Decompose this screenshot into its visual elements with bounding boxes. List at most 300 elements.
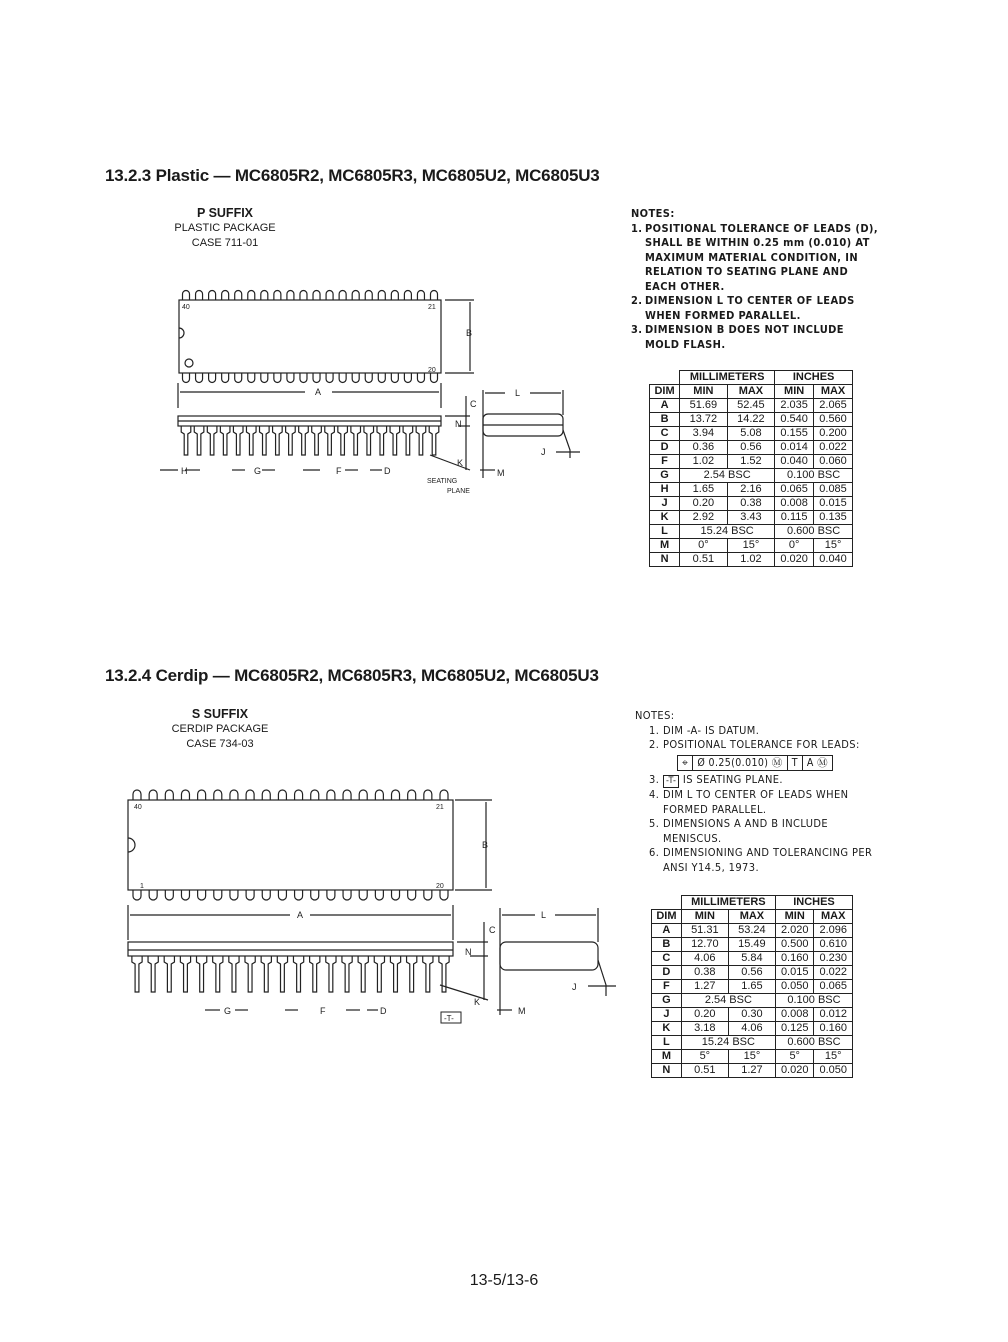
- package-pin: [343, 890, 351, 900]
- table-row: [650, 539, 853, 553]
- value-cell: 0.008: [775, 1008, 814, 1022]
- package-pin: [222, 291, 229, 301]
- side-pin: [325, 426, 335, 455]
- cerdip-top-pins: [133, 790, 448, 800]
- table-row: [652, 1022, 853, 1036]
- side-pin: [164, 956, 174, 992]
- value-cell: 3.94: [680, 427, 728, 441]
- dim-label-g: G: [254, 466, 262, 476]
- value-cell: 0.020: [775, 1064, 814, 1078]
- package-pin: [352, 291, 359, 301]
- value-cell: 0.36: [680, 441, 728, 455]
- package-pin: [165, 790, 173, 800]
- side-pin: [148, 956, 158, 992]
- value-cell: 0.015: [814, 497, 853, 511]
- package-pin: [326, 291, 333, 301]
- value-cell: 53.24: [728, 924, 775, 938]
- note-item: 2. POSITIONAL TOLERANCE FOR LEADS:: [649, 738, 860, 751]
- value-cell: 0°: [680, 539, 728, 553]
- col-header: MAX: [814, 385, 853, 399]
- value-cell: 0.20: [680, 497, 728, 511]
- value-cell: 3.18: [681, 1022, 728, 1036]
- dim-label-m: M: [497, 468, 505, 478]
- table-row: [652, 1036, 853, 1050]
- table-row: [652, 938, 853, 952]
- value-cell: 0.012: [814, 1008, 853, 1022]
- dim-cell: B: [650, 413, 680, 427]
- side-pin: [233, 426, 243, 455]
- side-pin: [416, 426, 426, 455]
- tolerance-frame-row: [635, 753, 885, 774]
- value-cell: 3.43: [727, 511, 775, 525]
- side-pin: [246, 426, 256, 455]
- value-cell: 0.085: [814, 483, 853, 497]
- package-pin: [262, 890, 270, 900]
- package-pin: [230, 790, 238, 800]
- note-item: 4. DIM L TO CENTER OF LEADS WHEN FORMED PARALLEL.: [649, 788, 849, 816]
- table-row: [650, 427, 853, 441]
- value-cell: 0.050: [814, 1064, 853, 1078]
- package-pin: [339, 291, 346, 301]
- side-pin: [132, 956, 142, 992]
- package-pin: [359, 790, 367, 800]
- note-item: 1. DIM -A- IS DATUM.: [649, 723, 760, 737]
- table-row: [650, 553, 853, 567]
- cerdip-dim-label-l: L: [541, 910, 547, 920]
- datum-t: T: [788, 756, 803, 771]
- package-pin: [404, 373, 411, 383]
- package-pin: [181, 890, 189, 900]
- package-pin: [343, 790, 351, 800]
- value-cell: 2.54 BSC: [681, 994, 775, 1008]
- package-pin: [327, 790, 335, 800]
- group-header-in: INCHES: [775, 371, 853, 385]
- value-cell: 0.610: [814, 938, 853, 952]
- dim-cell: G: [652, 994, 682, 1008]
- group-header-in: INCHES: [775, 896, 852, 910]
- package-pin: [378, 291, 385, 301]
- side-pin: [403, 426, 413, 455]
- package-pin: [274, 291, 281, 301]
- package-pin: [214, 790, 222, 800]
- value-cell: 0.022: [814, 966, 853, 980]
- package-pin: [408, 790, 416, 800]
- dim-label-a: A: [315, 387, 322, 397]
- dim-cell: M: [650, 539, 680, 553]
- table-row: [650, 413, 853, 427]
- side-pin: [342, 956, 352, 992]
- cerdip-dim-label-g: G: [224, 1006, 232, 1016]
- value-cell: 2.54 BSC: [680, 469, 775, 483]
- value-cell: 4.06: [728, 1022, 775, 1036]
- dim-cell: K: [650, 511, 680, 525]
- table-row: [650, 525, 853, 539]
- package-pin: [246, 790, 254, 800]
- dim-cell: F: [650, 455, 680, 469]
- cerdip-side-pins: [132, 956, 449, 992]
- dim-cell: M: [652, 1050, 682, 1064]
- value-cell: 0.100 BSC: [775, 994, 852, 1008]
- value-cell: 0.022: [814, 441, 853, 455]
- suffix-label: P SUFFIX: [196, 206, 254, 220]
- value-cell: 0.065: [775, 483, 814, 497]
- package-pin: [365, 291, 372, 301]
- package-pin: [311, 790, 319, 800]
- side-pin: [261, 956, 271, 992]
- col-header: MIN: [775, 385, 814, 399]
- side-pin: [374, 956, 384, 992]
- plastic-bottom-pins: [183, 373, 438, 383]
- cerdip-bottom-pins: [133, 890, 448, 900]
- dim-label-b: B: [466, 328, 473, 338]
- package-pin: [287, 291, 294, 301]
- value-cell: 0.135: [814, 511, 853, 525]
- package-type: CERDIP PACKAGE: [171, 723, 269, 735]
- cerdip-dim-label-b: B: [482, 840, 489, 850]
- value-cell: 15.24 BSC: [681, 1036, 775, 1050]
- package-pin: [209, 373, 216, 383]
- cerdip-pin-label-20: 20: [436, 883, 444, 890]
- value-cell: 0.20: [681, 1008, 728, 1022]
- plastic-notch: [179, 328, 184, 338]
- package-pin: [375, 790, 383, 800]
- side-pin: [423, 956, 433, 992]
- value-cell: 0.040: [775, 455, 814, 469]
- package-pin: [365, 373, 372, 383]
- side-pin: [207, 426, 217, 455]
- cerdip-dim-label-k: K: [474, 997, 481, 1007]
- package-pin: [392, 790, 400, 800]
- package-pin: [278, 790, 286, 800]
- side-pin: [229, 956, 239, 992]
- table-row: [650, 469, 853, 483]
- value-cell: 2.16: [727, 483, 775, 497]
- package-pin: [287, 373, 294, 383]
- dim-label-j: J: [541, 447, 546, 457]
- value-cell: 1.52: [727, 455, 775, 469]
- side-pin: [390, 956, 400, 992]
- value-cell: 0.060: [814, 455, 853, 469]
- col-header: MIN: [775, 910, 814, 924]
- value-cell: 0.115: [775, 511, 814, 525]
- cerdip-dim-label-d: D: [380, 1006, 387, 1016]
- value-cell: 1.65: [680, 483, 728, 497]
- table-row: [650, 455, 853, 469]
- value-cell: 4.06: [681, 952, 728, 966]
- cerdip-end-view: [497, 908, 616, 1015]
- value-cell: 5.08: [727, 427, 775, 441]
- dim-label-n: N: [455, 419, 462, 429]
- package-pin: [327, 890, 335, 900]
- package-label-cerdip: [160, 707, 280, 752]
- value-cell: 5°: [775, 1050, 814, 1064]
- position-symbol: ⌖: [678, 756, 693, 771]
- value-cell: 1.27: [681, 980, 728, 994]
- dim-cell: A: [650, 399, 680, 413]
- side-pin: [194, 426, 204, 455]
- side-pin: [326, 956, 336, 992]
- table-row: [652, 980, 853, 994]
- value-cell: 0.600 BSC: [775, 525, 853, 539]
- value-cell: 12.70: [681, 938, 728, 952]
- package-pin: [222, 373, 229, 383]
- dim-cell: N: [650, 553, 680, 567]
- value-cell: 0.540: [775, 413, 814, 427]
- value-cell: 15.49: [728, 938, 775, 952]
- notes-plastic: [631, 207, 881, 352]
- package-pin: [198, 790, 206, 800]
- col-header: MAX: [727, 385, 775, 399]
- value-cell: 0.015: [775, 966, 814, 980]
- col-header: MIN: [680, 385, 728, 399]
- dim-label-c: C: [470, 399, 477, 409]
- side-pin: [312, 426, 322, 455]
- value-cell: 0.125: [775, 1022, 814, 1036]
- value-cell: 0.008: [775, 497, 814, 511]
- plastic-side-pins: [181, 426, 439, 455]
- package-pin: [149, 890, 157, 900]
- value-cell: 0.56: [728, 966, 775, 980]
- datum-a: A Ⓜ: [806, 756, 829, 769]
- table-row: [652, 1064, 853, 1078]
- dim-label-l: L: [515, 388, 521, 398]
- dim-cell: H: [650, 483, 680, 497]
- package-pin: [326, 373, 333, 383]
- package-pin: [196, 373, 203, 383]
- dim-cell: N: [652, 1064, 682, 1078]
- pin1-marker: [185, 359, 193, 367]
- table-row: [652, 924, 853, 938]
- package-pin: [295, 890, 303, 900]
- table-row: [650, 483, 853, 497]
- side-pin: [429, 426, 439, 455]
- package-pin: [408, 890, 416, 900]
- package-pin: [133, 890, 141, 900]
- package-pin: [261, 291, 268, 301]
- col-header: MAX: [728, 910, 775, 924]
- package-pin: [404, 291, 411, 301]
- value-cell: 15°: [728, 1050, 775, 1064]
- side-pin: [338, 426, 348, 455]
- value-cell: 51.31: [681, 924, 728, 938]
- side-pin: [293, 956, 303, 992]
- cerdip-body-outline: [128, 800, 453, 890]
- plastic-top-pins: [183, 291, 438, 301]
- package-pin: [214, 890, 222, 900]
- value-cell: 0.56: [727, 441, 775, 455]
- table-row: [650, 497, 853, 511]
- value-cell: 0.020: [775, 553, 814, 567]
- cerdip-dim-label-c: C: [489, 925, 496, 935]
- package-pin: [278, 890, 286, 900]
- package-pin: [209, 291, 216, 301]
- cerdip-pin-label-40: 40: [134, 804, 142, 811]
- value-cell: 0.040: [814, 553, 853, 567]
- seating-datum-label: -T-: [444, 1014, 454, 1023]
- table-row: [650, 441, 853, 455]
- package-pin: [431, 291, 438, 301]
- package-pin: [133, 790, 141, 800]
- col-header: DIM: [652, 910, 682, 924]
- value-cell: 0.160: [814, 1022, 853, 1036]
- side-pin: [197, 956, 207, 992]
- package-pin: [300, 291, 307, 301]
- col-header: DIM: [650, 385, 680, 399]
- dim-cell: K: [652, 1022, 682, 1036]
- value-cell: 15°: [814, 539, 853, 553]
- table-row: [650, 399, 853, 413]
- package-pin: [359, 890, 367, 900]
- value-cell: 15.24 BSC: [680, 525, 775, 539]
- package-pin: [313, 373, 320, 383]
- group-header-mm: MILLIMETERS: [680, 371, 775, 385]
- dim-label-d: D: [384, 466, 391, 476]
- dimension-table-plastic: [649, 370, 853, 567]
- value-cell: 1.02: [727, 553, 775, 567]
- dim-cell: D: [652, 966, 682, 980]
- package-pin: [378, 373, 385, 383]
- dim-cell: J: [652, 1008, 682, 1022]
- pin-label-21: 21: [428, 304, 436, 311]
- value-cell: 52.45: [727, 399, 775, 413]
- side-pin: [407, 956, 417, 992]
- value-cell: 2.096: [814, 924, 853, 938]
- note-item: 1. POSITIONAL TOLERANCE OF LEADS (D), SHALL BE WITHIN 0.25 mm (0.010) AT MAXIMUM MATERIAL CONDITION, IN RELATION TO SEATING PLANE AND EACH OTHER.: [631, 221, 879, 293]
- table-row: [652, 966, 853, 980]
- value-cell: 0.050: [775, 980, 814, 994]
- side-pin: [364, 426, 374, 455]
- value-cell: 1.65: [728, 980, 775, 994]
- package-pin: [246, 890, 254, 900]
- side-pin: [390, 426, 400, 455]
- value-cell: 0.200: [814, 427, 853, 441]
- value-cell: 14.22: [727, 413, 775, 427]
- value-cell: 15°: [814, 1050, 853, 1064]
- side-pin: [213, 956, 223, 992]
- dim-cell: A: [652, 924, 682, 938]
- value-cell: 0.160: [775, 952, 814, 966]
- side-pin: [377, 426, 387, 455]
- dim-cell: G: [650, 469, 680, 483]
- value-cell: 0.51: [680, 553, 728, 567]
- tolerance-value: Ø 0.25(0.010) Ⓜ: [693, 756, 787, 771]
- group-header-mm: MILLIMETERS: [681, 896, 775, 910]
- value-cell: 15°: [727, 539, 775, 553]
- value-cell: 0.51: [681, 1064, 728, 1078]
- cerdip-pin-label-1: 1: [140, 883, 144, 890]
- side-pin: [286, 426, 296, 455]
- plastic-body-outline: [179, 300, 441, 373]
- package-pin: [352, 373, 359, 383]
- dim-cell: C: [652, 952, 682, 966]
- package-pin: [274, 373, 281, 383]
- plane-text: PLANE: [447, 488, 470, 495]
- notes-title: NOTES:: [635, 709, 675, 722]
- note-item: 2. DIMENSION L TO CENTER OF LEADS WHEN FORMED PARALLEL.: [631, 294, 855, 322]
- value-cell: 0.155: [775, 427, 814, 441]
- value-cell: 0°: [775, 539, 814, 553]
- side-pin: [245, 956, 255, 992]
- package-pin: [181, 790, 189, 800]
- dim-label-f: F: [336, 466, 342, 476]
- note-item: 3. -T- IS SEATING PLANE.: [649, 773, 783, 786]
- dim-cell: F: [652, 980, 682, 994]
- side-pin: [277, 956, 287, 992]
- value-cell: 2.035: [775, 399, 814, 413]
- package-pin: [375, 890, 383, 900]
- package-pin: [392, 890, 400, 900]
- dim-cell: D: [650, 441, 680, 455]
- value-cell: 2.065: [814, 399, 853, 413]
- package-pin: [417, 373, 424, 383]
- package-pin: [391, 291, 398, 301]
- notes-title: NOTES:: [631, 207, 675, 220]
- tolerance-frame: [677, 755, 833, 772]
- side-pin: [220, 426, 230, 455]
- note-item: 3. DIMENSION B DOES NOT INCLUDE MOLD FLASH.: [631, 323, 844, 351]
- package-pin: [311, 890, 319, 900]
- package-pin: [424, 890, 432, 900]
- table-row: [650, 511, 853, 525]
- package-pin: [300, 373, 307, 383]
- value-cell: 2.92: [680, 511, 728, 525]
- col-header: MIN: [681, 910, 728, 924]
- value-cell: 0.100 BSC: [775, 469, 853, 483]
- side-pin: [273, 426, 283, 455]
- side-pin: [310, 956, 320, 992]
- package-pin: [417, 291, 424, 301]
- pin-label-20: 20: [428, 367, 436, 374]
- value-cell: 51.69: [680, 399, 728, 413]
- value-cell: 0.500: [775, 938, 814, 952]
- package-pin: [230, 890, 238, 900]
- value-cell: 0.014: [775, 441, 814, 455]
- package-type: PLASTIC PACKAGE: [174, 222, 276, 234]
- cerdip-dim-label-n: N: [465, 947, 472, 957]
- value-cell: 0.30: [728, 1008, 775, 1022]
- side-pin: [351, 426, 361, 455]
- package-pin: [196, 291, 203, 301]
- package-pin: [295, 790, 303, 800]
- cerdip-dim-label-m: M: [518, 1006, 526, 1016]
- package-pin: [248, 373, 255, 383]
- package-pin: [440, 790, 448, 800]
- cerdip-dim-label-a: A: [297, 910, 304, 920]
- suffix-label: S SUFFIX: [191, 707, 249, 721]
- value-cell: 1.02: [680, 455, 728, 469]
- table-row: [652, 1050, 853, 1064]
- package-pin: [235, 373, 242, 383]
- dim-cell: J: [650, 497, 680, 511]
- cerdip-notch: [128, 838, 135, 852]
- package-pin: [339, 373, 346, 383]
- package-pin: [183, 291, 190, 301]
- section-heading-plastic: 13.2.3 Plastic — MC6805R2, MC6805R3, MC6805U2, MC6805U3: [105, 166, 600, 185]
- value-cell: 13.72: [680, 413, 728, 427]
- dim-cell: L: [650, 525, 680, 539]
- case-number: CASE 734-03: [186, 738, 254, 750]
- dim-cell: L: [652, 1036, 682, 1050]
- package-pin: [198, 890, 206, 900]
- cerdip-dim-label-j: J: [572, 982, 577, 992]
- package-pin: [391, 373, 398, 383]
- side-pin: [299, 426, 309, 455]
- package-pin: [440, 890, 448, 900]
- case-number: CASE 711-01: [191, 237, 259, 249]
- package-pin: [261, 373, 268, 383]
- table-row: [652, 1008, 853, 1022]
- cerdip-side-view: [128, 905, 488, 1010]
